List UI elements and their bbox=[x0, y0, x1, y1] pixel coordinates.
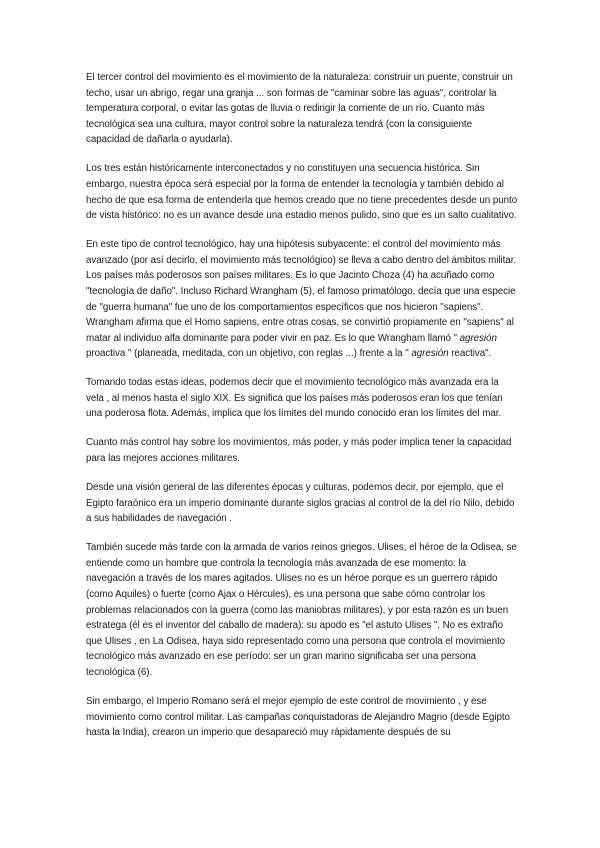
paragraph: Desde una visión general de las diferentes épocas y culturas, podemos decir, por ejemplo, que el Egipto faraónico era un imperio dominante durante siglos gracias al control de la del río Nilo, debido a sus habilidades de navegación . bbox=[86, 482, 515, 525]
paragraph-text: reactiva". bbox=[448, 348, 492, 360]
emphasis: agresión bbox=[459, 332, 497, 344]
paragraph bbox=[86, 237, 518, 362]
paragraph: Tomando todas estas ideas, podemos decir que el movimiento tecnológico más avanzada era la vela , al menos hasta el siglo XIX. Es significa que los países más poderosos eran los que tenían una poderosa flota. Además, implica que los límites del mundo conocido eran los límites del mar. bbox=[86, 377, 503, 420]
paragraph: El tercer control del movimiento es el movimiento de la naturaleza: construir un puente, construir un techo, usar un abrigo, regar una granja ... son formas de "caminar sobre las aguas", controlar la temperatura corporal, o evitar las gotas de lluvia o redirigir la corriente de un río. Cuanto más tecnológica sea una cultura, mayor control sobre la naturaleza tendrá (con la consiguiente capacidad de dañarla o ayudarla). bbox=[86, 72, 513, 146]
paragraph-text: proactiva " (planeada, meditada, con un objetivo, con reglas ...) frente a la " bbox=[86, 348, 412, 360]
body-text bbox=[86, 70, 518, 754]
paragraph: Los tres están históricamente interconectados y no constituyen una secuencia histórica. Sin embargo, nuestra época será especial por la forma de entender la tecnología y también debido al hecho de que esa forma de entenderla que hemos creado que no tiene precedentes desde un punto de vista histórico: no es un avance desde una estadio menos pulido, sino que es un salto cualitativo. bbox=[86, 163, 518, 222]
paragraph: Cuanto más control hay sobre los movimientos, más poder, y más poder implica tener la capacidad para las mejores acciones militares. bbox=[86, 437, 512, 465]
paragraph: También sucede más tarde con la armada de varios reinos griegos. Ulises, el héroe de la Odisea, se entiende como un hombre que controla la tecnología más avanzada de ese momento: la navegación a través de los mares agitados. Ulises no es un héroe porque es un guerrero rápido (como Aquiles) o fuerte (como Ajax o Hércules), es una persona que sabe cómo controlar los problemas relacionados con la guerra (como las maniobras militares), y por esta razón es un buen estratega (él es el inventor del caballo de madera): su apodo es "el astuto Ulises ". No es extraño que Ulises , en La Odisea, haya sido representado como una persona que controla el movimiento tecnológico más avanzado en ese período: ser un gran marino significaba ser una persona tecnológica (6). bbox=[86, 542, 517, 678]
paragraph-text: En este tipo de control tecnológico, hay una hipótesis subyacente: el control del movimiento más avanzado (por así decirlo, el movimiento más tecnológico) se lleva a cabo dentro del ámbitos militar. Los países más poderosos son países militares. Es lo que Jacinto Choza (4) ha acuñado como "tecnología de daño". Incluso Richard Wrangham (5), el famoso primatólogo, decía que una especie de "guerra humana" fue uno de los comportamientos específicos que nos hicieron "sapiens". Wrangham afirma que el Homo sapiens, entre otras cosas, se convirtió propiamente en "sapiens" al matar al individuo alfa dominante para poder vivir en paz. Es lo que Wrangham llamó " bbox=[86, 239, 517, 344]
emphasis: agresión bbox=[411, 348, 449, 360]
paragraph: Sin embargo, el Imperio Romano será el mejor ejemplo de este control de movimiento , y ese movimiento como control militar. Las campañas conquistadoras de Alejandro Magno (desde Egipto hasta la India), crearon un imperio que desapareció muy rápidamente después de su bbox=[86, 695, 510, 739]
